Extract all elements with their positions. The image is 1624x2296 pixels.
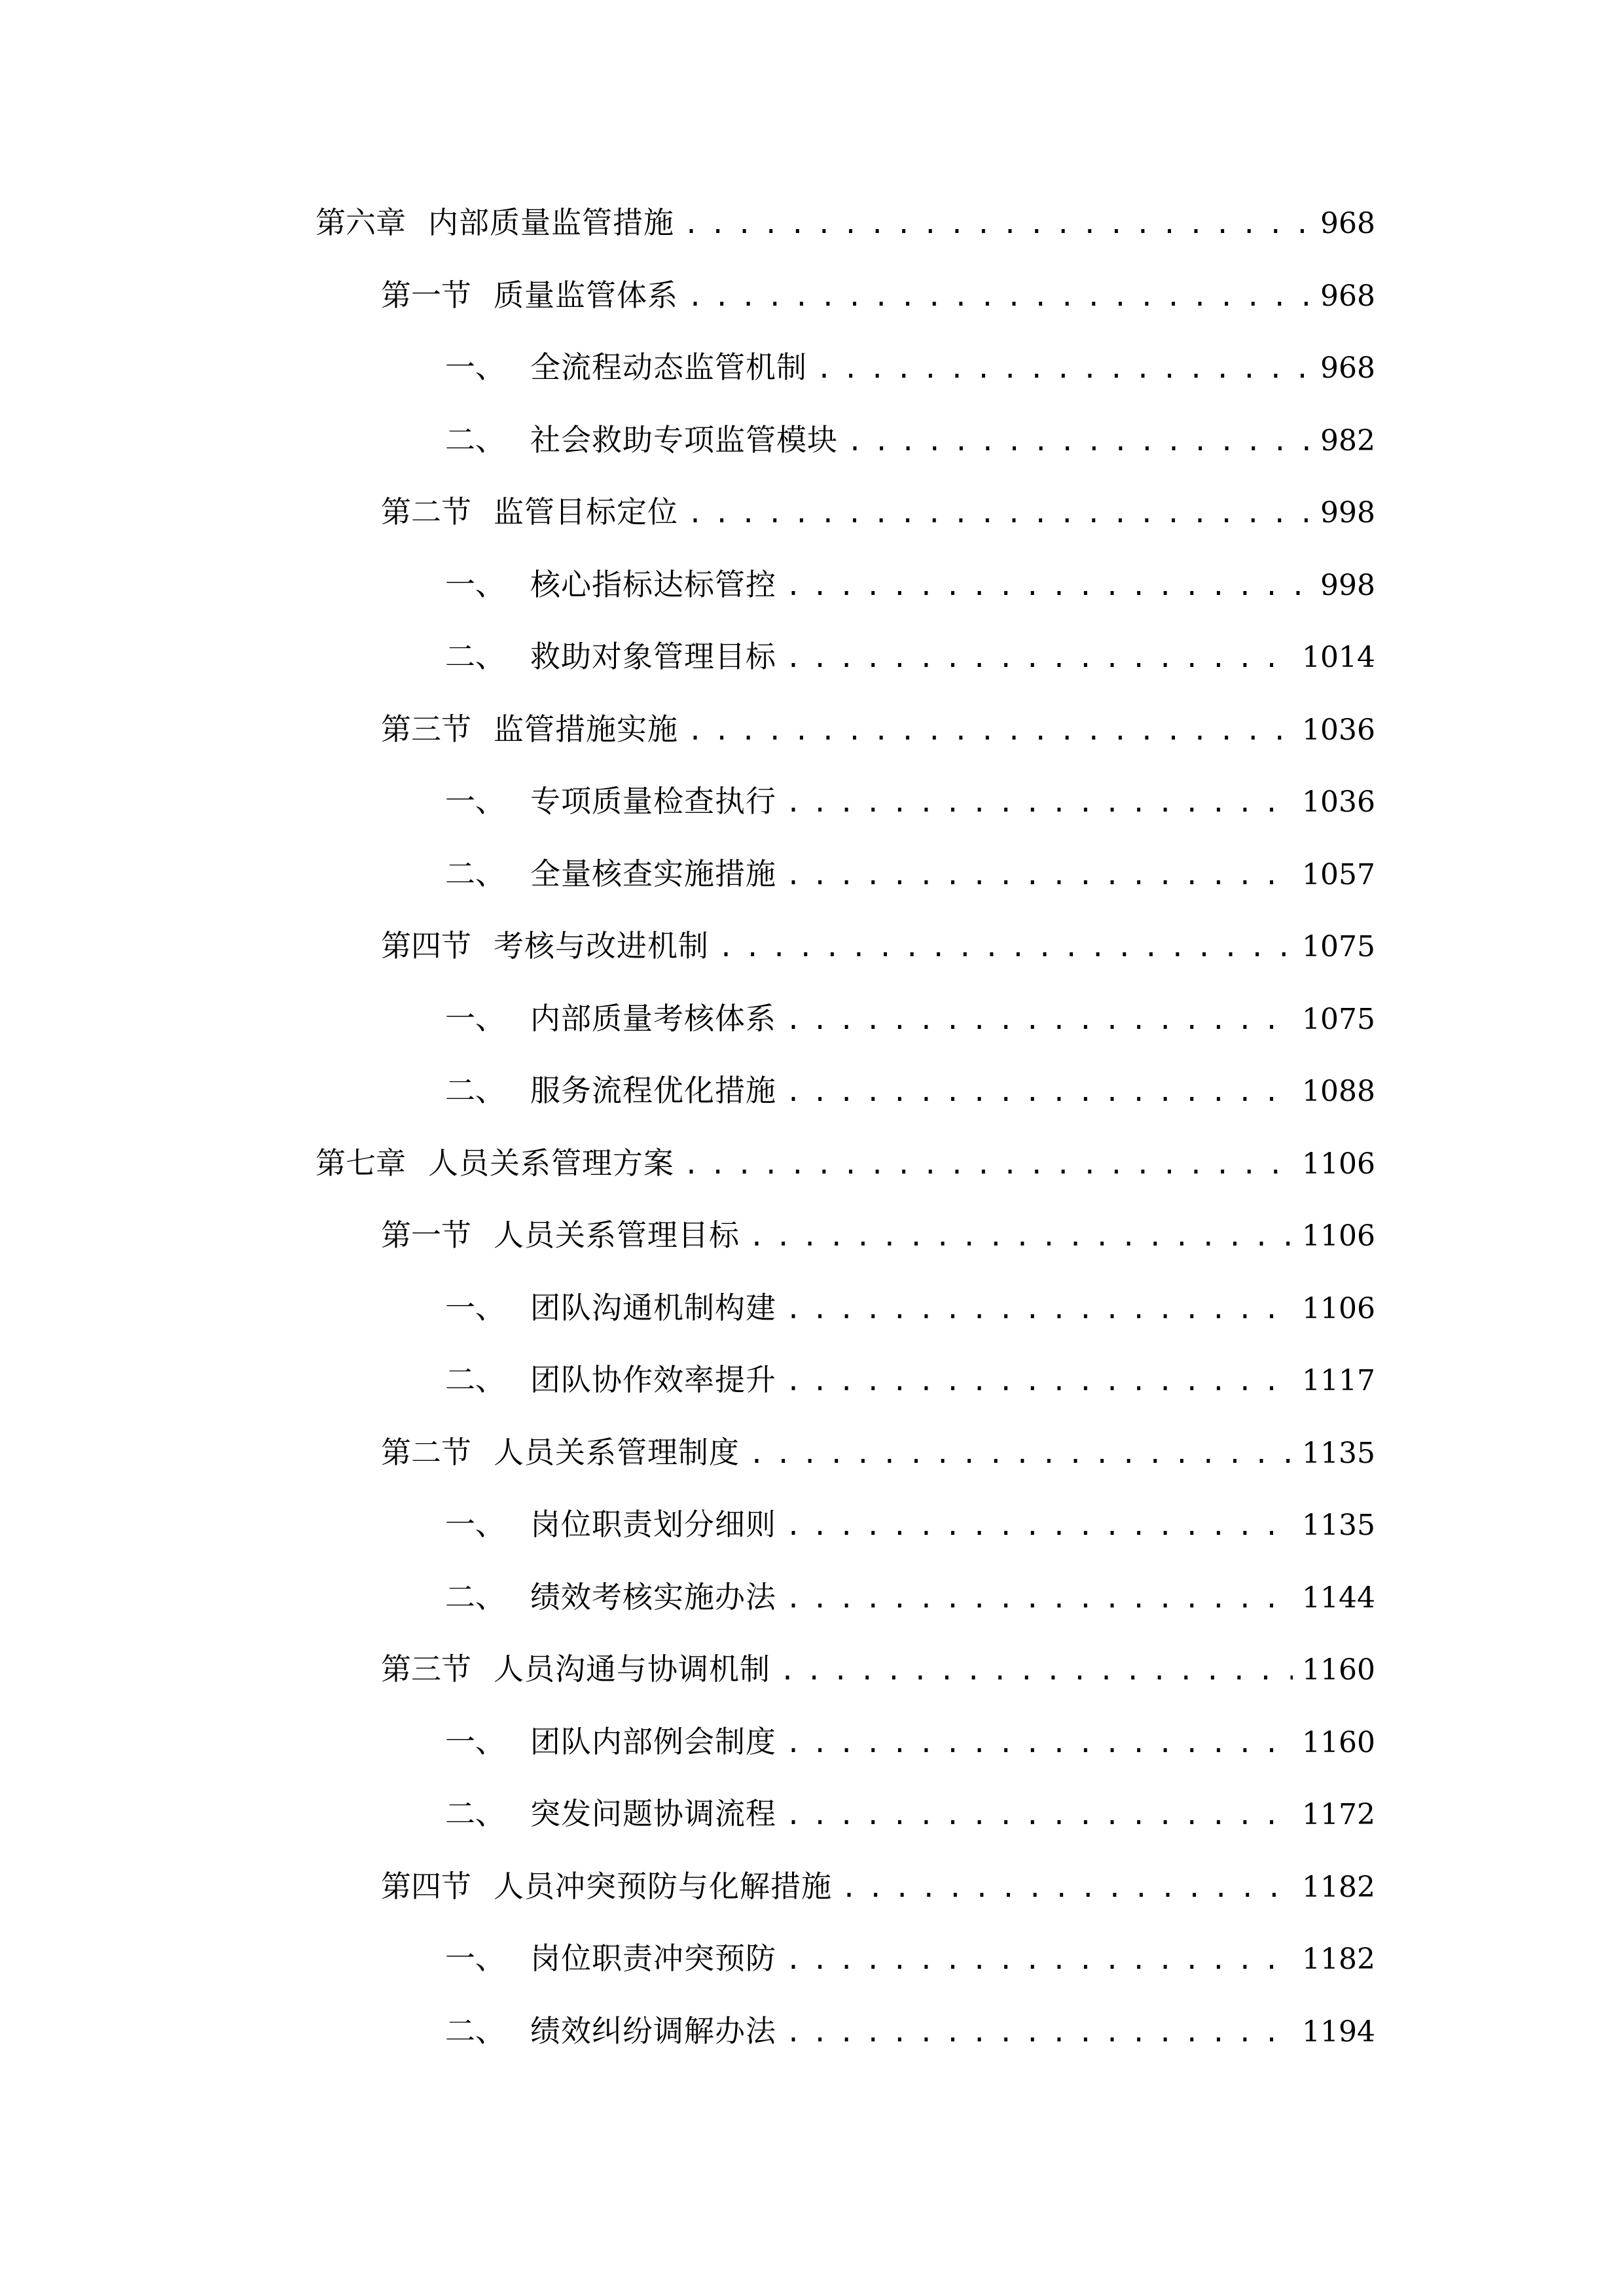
toc-number: 二、 bbox=[445, 855, 505, 891]
toc-page-number: 1106 bbox=[1302, 1219, 1375, 1253]
toc-title: 人员关系管理目标 bbox=[494, 1217, 740, 1253]
toc-number: 二、 bbox=[445, 1796, 505, 1831]
toc-number: 第二节 bbox=[381, 1434, 471, 1470]
toc-number: 第一节 bbox=[381, 277, 471, 313]
toc-dot-leader bbox=[687, 280, 1311, 314]
toc-number: 二、 bbox=[445, 1362, 505, 1397]
toc-number: 二、 bbox=[445, 1073, 505, 1108]
toc-entry[interactable] bbox=[0, 1275, 1624, 1348]
toc-title: 人员沟通与协调机制 bbox=[494, 1651, 770, 1687]
toc-title: 绩效纠纷调解办法 bbox=[530, 2013, 776, 2049]
toc-page-number: 1088 bbox=[1302, 1075, 1375, 1108]
toc-dot-leader bbox=[847, 425, 1311, 459]
toc-title: 服务流程优化措施 bbox=[530, 1073, 776, 1108]
toc-page-number: 968 bbox=[1320, 279, 1375, 313]
toc-dot-leader bbox=[785, 1943, 1293, 1977]
toc-number: 一、 bbox=[445, 1000, 505, 1036]
toc-page-number: 1075 bbox=[1302, 1002, 1375, 1036]
toc-dot-leader bbox=[785, 1727, 1293, 1761]
toc-dot-leader bbox=[785, 786, 1293, 820]
toc-entry[interactable] bbox=[0, 262, 1624, 335]
toc-number: 二、 bbox=[445, 639, 505, 674]
table-of-contents bbox=[0, 190, 1624, 2070]
toc-page-number: 1172 bbox=[1302, 1798, 1375, 1831]
toc-entry[interactable] bbox=[0, 190, 1624, 262]
toc-page-number: 968 bbox=[1320, 207, 1375, 240]
toc-title: 绩效考核实施办法 bbox=[530, 1579, 776, 1615]
toc-entry[interactable] bbox=[0, 1492, 1624, 1564]
toc-title: 岗位职责冲突预防 bbox=[530, 1941, 776, 1976]
toc-title: 专项质量检查执行 bbox=[530, 783, 776, 819]
toc-page-number: 1144 bbox=[1302, 1581, 1375, 1615]
toc-number: 二、 bbox=[445, 2013, 505, 2049]
toc-page-number: 1160 bbox=[1302, 1653, 1375, 1687]
toc-title: 突发问题协调流程 bbox=[530, 1796, 776, 1831]
toc-title: 团队沟通机制构建 bbox=[530, 1289, 776, 1325]
toc-title: 监管措施实施 bbox=[494, 711, 678, 747]
toc-page-number: 1106 bbox=[1302, 1291, 1375, 1325]
toc-entry[interactable] bbox=[0, 1130, 1624, 1203]
toc-entry[interactable] bbox=[0, 1781, 1624, 1854]
toc-entry[interactable] bbox=[0, 1058, 1624, 1130]
toc-number: 第三节 bbox=[381, 1651, 471, 1687]
toc-page-number: 1014 bbox=[1302, 641, 1375, 674]
toc-number: 第二节 bbox=[381, 494, 471, 529]
toc-entry[interactable] bbox=[0, 986, 1624, 1058]
toc-page-number: 1036 bbox=[1302, 713, 1375, 747]
toc-number: 二、 bbox=[445, 422, 505, 457]
toc-dot-leader bbox=[785, 859, 1293, 893]
toc-page-number: 968 bbox=[1320, 351, 1375, 385]
toc-page-number: 1182 bbox=[1302, 1870, 1375, 1904]
toc-dot-leader bbox=[718, 931, 1293, 965]
toc-page-number: 1160 bbox=[1302, 1725, 1375, 1759]
toc-entry[interactable] bbox=[0, 1709, 1624, 1782]
toc-dot-leader bbox=[785, 2016, 1293, 2050]
toc-entry[interactable] bbox=[0, 1202, 1624, 1275]
toc-entry[interactable] bbox=[0, 696, 1624, 769]
toc-page-number: 1117 bbox=[1302, 1364, 1375, 1397]
toc-page-number: 998 bbox=[1320, 568, 1375, 602]
toc-entry[interactable] bbox=[0, 552, 1624, 624]
toc-dot-leader bbox=[785, 1799, 1293, 1833]
toc-dot-leader bbox=[816, 352, 1311, 386]
toc-entry[interactable] bbox=[0, 1564, 1624, 1637]
toc-entry[interactable] bbox=[0, 1420, 1624, 1492]
toc-number: 一、 bbox=[445, 566, 505, 602]
toc-page-number: 998 bbox=[1320, 496, 1375, 529]
toc-title: 人员冲突预防与化解措施 bbox=[494, 1868, 832, 1904]
toc-number: 第四节 bbox=[381, 928, 471, 963]
toc-title: 救助对象管理目标 bbox=[530, 639, 776, 674]
toc-dot-leader bbox=[683, 1148, 1293, 1182]
toc-title: 质量监管体系 bbox=[494, 277, 678, 313]
toc-page-number: 1075 bbox=[1302, 930, 1375, 963]
toc-number: 第三节 bbox=[381, 711, 471, 747]
toc-dot-leader bbox=[785, 1509, 1293, 1543]
toc-title: 内部质量考核体系 bbox=[530, 1000, 776, 1036]
toc-entry[interactable] bbox=[0, 768, 1624, 841]
toc-entry[interactable] bbox=[0, 1998, 1624, 2071]
toc-number: 第六章 bbox=[316, 205, 406, 240]
toc-title: 监管目标定位 bbox=[494, 494, 678, 529]
toc-page-number: 1135 bbox=[1302, 1509, 1375, 1542]
toc-dot-leader bbox=[841, 1871, 1293, 1905]
toc-number: 一、 bbox=[445, 1507, 505, 1542]
toc-dot-leader bbox=[785, 641, 1293, 675]
toc-title: 人员关系管理制度 bbox=[494, 1434, 740, 1470]
toc-dot-leader bbox=[749, 1437, 1293, 1471]
toc-title: 团队协作效率提升 bbox=[530, 1362, 776, 1397]
toc-number: 一、 bbox=[445, 1289, 505, 1325]
toc-dot-leader bbox=[780, 1654, 1293, 1688]
toc-number: 二、 bbox=[445, 1579, 505, 1615]
toc-title: 岗位职责划分细则 bbox=[530, 1507, 776, 1542]
toc-page-number: 1194 bbox=[1302, 2015, 1375, 2049]
toc-dot-leader bbox=[749, 1220, 1293, 1254]
toc-entry[interactable] bbox=[0, 334, 1624, 407]
toc-dot-leader bbox=[785, 1582, 1293, 1616]
toc-title: 社会救助专项监管模块 bbox=[530, 422, 838, 457]
toc-entry[interactable] bbox=[0, 1636, 1624, 1709]
toc-page-number: 1057 bbox=[1302, 857, 1375, 891]
toc-dot-leader bbox=[687, 497, 1311, 531]
toc-entry[interactable] bbox=[0, 913, 1624, 986]
toc-number: 第四节 bbox=[381, 1868, 471, 1904]
toc-entry[interactable] bbox=[0, 841, 1624, 914]
toc-dot-leader bbox=[785, 569, 1311, 603]
toc-number: 一、 bbox=[445, 783, 505, 819]
toc-number: 一、 bbox=[445, 1941, 505, 1976]
toc-title: 全流程动态监管机制 bbox=[530, 350, 807, 385]
toc-title: 内部质量监管措施 bbox=[428, 205, 674, 240]
toc-entry[interactable] bbox=[0, 1926, 1624, 1998]
toc-title: 考核与改进机制 bbox=[494, 928, 709, 963]
toc-entry[interactable] bbox=[0, 624, 1624, 696]
toc-page-number: 1106 bbox=[1302, 1147, 1375, 1181]
toc-number: 一、 bbox=[445, 1723, 505, 1759]
toc-number: 第七章 bbox=[316, 1145, 406, 1181]
toc-title: 全量核查实施措施 bbox=[530, 855, 776, 891]
toc-title: 团队内部例会制度 bbox=[530, 1723, 776, 1759]
toc-page-number: 1036 bbox=[1302, 785, 1375, 819]
toc-dot-leader bbox=[785, 1293, 1293, 1327]
toc-number: 一、 bbox=[445, 350, 505, 385]
toc-page-number: 1135 bbox=[1302, 1436, 1375, 1470]
toc-entry[interactable] bbox=[0, 479, 1624, 552]
toc-dot-leader bbox=[785, 1075, 1293, 1109]
toc-entry[interactable] bbox=[0, 1854, 1624, 1926]
toc-dot-leader bbox=[683, 207, 1311, 242]
toc-entry[interactable] bbox=[0, 407, 1624, 480]
toc-dot-leader bbox=[785, 1003, 1293, 1037]
toc-dot-leader bbox=[785, 1365, 1293, 1399]
toc-page-number: 982 bbox=[1320, 423, 1375, 457]
toc-number: 第一节 bbox=[381, 1217, 471, 1253]
toc-entry[interactable] bbox=[0, 1347, 1624, 1420]
toc-title: 核心指标达标管控 bbox=[530, 566, 776, 602]
toc-dot-leader bbox=[687, 714, 1293, 748]
toc-title: 人员关系管理方案 bbox=[428, 1145, 674, 1181]
toc-page-number: 1182 bbox=[1302, 1943, 1375, 1976]
